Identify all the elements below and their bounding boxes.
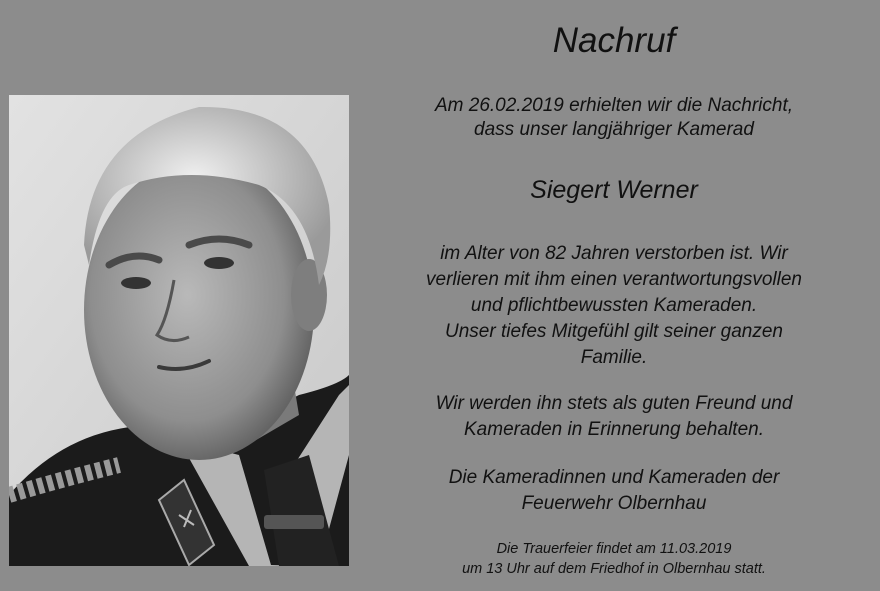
text-line: dass unser langjähriger Kamerad: [474, 119, 754, 140]
text-line: Unser tiefes Mitgefühl gilt seiner ganzen: [445, 321, 783, 342]
signature: [394, 465, 834, 517]
text-line: Familie.: [580, 347, 648, 368]
text-line: um 13 Uhr auf dem Friedhof in Olbernhau statt.: [462, 561, 766, 577]
intro-paragraph: [394, 94, 834, 142]
portrait-illustration: [9, 95, 349, 566]
body-paragraph-1: [394, 241, 834, 371]
funeral-notice: [394, 539, 834, 579]
text-line: Feuerwehr Olbernhau: [521, 493, 707, 514]
text-line: und pflichtbewussten Kameraden.: [470, 295, 758, 316]
page-title: Nachruf: [552, 21, 676, 60]
text-line: Kameraden in Erinnerung behalten.: [464, 419, 764, 440]
text-line: verlieren mit ihm einen verantwortungsvollen: [426, 269, 802, 290]
text-line: im Alter von 82 Jahren verstorben ist. Wir: [440, 243, 788, 264]
deceased-name: Siegert Werner: [530, 176, 698, 204]
text-line: Die Kameradinnen und Kameraden der: [448, 467, 780, 488]
text-line: Wir werden ihn stets als guten Freund und: [435, 393, 793, 414]
portrait-photo: [9, 95, 349, 566]
text-line: Am 26.02.2019 erhielten wir die Nachricht,: [434, 95, 794, 116]
body-paragraph-2: [394, 391, 834, 443]
text-line: Die Trauerfeier findet am 11.03.2019: [496, 541, 732, 557]
